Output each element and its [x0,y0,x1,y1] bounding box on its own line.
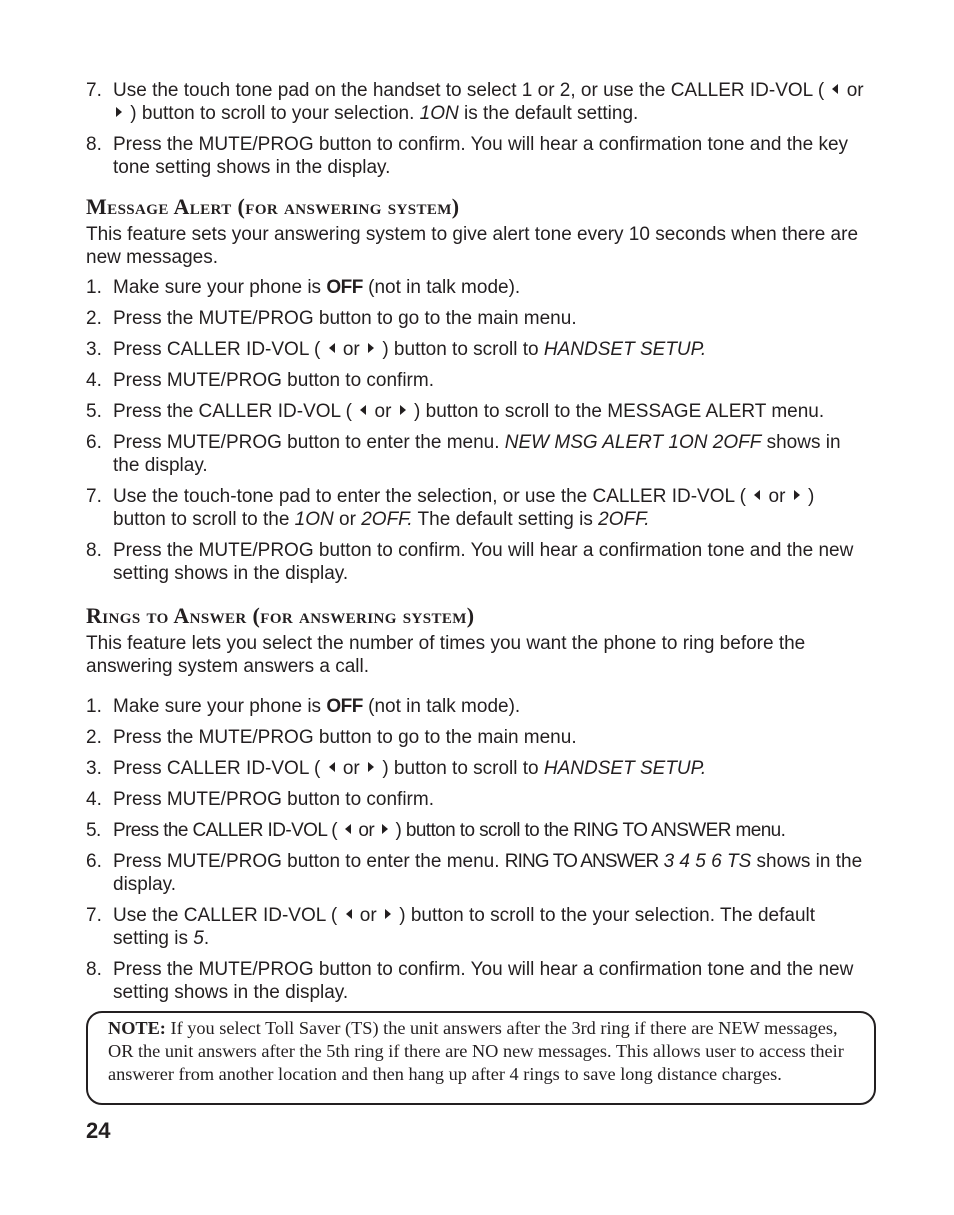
right-triangle-icon [368,343,374,353]
list-item: 4. Press MUTE/PROG button to confirm. [86,789,434,810]
left-triangle-icon [329,343,335,353]
list-item: 8. Press the MUTE/PROG button to confirm. You will hear a confirmation tone and the new setting shows in the display. [86,959,854,1003]
list-item: 3. Press CALLER ID-VOL ( or ) button to scroll to HANDSET SETUP. [86,758,707,779]
section-intro: This feature lets you select the number of times you want the phone to ring before the answering system answers a call. [86,633,806,677]
list-item: 7. Use the touch-tone pad to enter the selection, or use the CALLER ID-VOL ( or ) button to scroll to the 1ON or 2OFF. The default setting is 2OFF. [86,486,815,530]
list-item: 6. Press MUTE/PROG button to enter the menu. NEW MSG ALERT 1ON 2OFF shows in the display. [86,432,841,476]
list-item: 8. Press the MUTE/PROG button to confirm. You will hear a confirmation tone and the new setting shows in the display. [86,540,854,584]
list-item: 5. Press the CALLER ID-VOL ( or ) button to scroll to the RING TO ANSWER menu. [86,820,786,841]
list-item: 7. Use the CALLER ID-VOL ( or ) button to scroll to the your selection. The default setting is 5. [86,905,816,949]
page-number: 24 [86,1118,111,1143]
rings-to-answer-steps [86,695,866,1004]
list-item: 3. Press CALLER ID-VOL ( or ) button to scroll to HANDSET SETUP. [86,339,707,360]
list-item: 2. Press the MUTE/PROG button to go to the main menu. [86,727,577,748]
right-triangle-icon [385,909,391,919]
note-label: NOTE: [108,1018,166,1038]
list-item: 1. Make sure your phone is OFF (not in talk mode). [86,696,521,717]
left-triangle-icon [832,84,838,94]
continued-steps [86,79,866,179]
left-triangle-icon [754,490,760,500]
list-item: 5. Press the CALLER ID-VOL ( or ) button to scroll to the MESSAGE ALERT menu. [86,401,825,422]
left-triangle-icon [345,824,351,834]
list-item: 7. Use the touch tone pad on the handset to select 1 or 2, or use the CALLER ID-VOL ( or ) button to scroll to your selection. 1ON is the default setting. [86,80,864,124]
list-item: 6. Press MUTE/PROG button to enter the menu. RING TO ANSWER 3 4 5 6 TS shows in the display. [86,851,863,895]
section-intro: This feature sets your answering system to give alert tone every 10 seconds when there are new messages. [86,224,859,268]
right-triangle-icon [368,762,374,772]
left-triangle-icon [329,762,335,772]
section-heading-rings-to-answer: Rings to Answer (for answering system) [86,603,475,628]
list-item: 1. Make sure your phone is OFF (not in talk mode). [86,277,521,298]
note-box [86,1011,876,1105]
message-alert-steps [86,276,866,585]
right-triangle-icon [400,405,406,415]
section-heading-message-alert: Message Alert (for answering system) [86,194,460,219]
note-text: If you select Toll Saver (TS) the unit answers after the 3rd ring if there are NEW messages, OR the unit answers after the 5th ring if there are NO new messages. This allows user to access their answerer from another location and then hang up after 4 rings to save long distance charges. [108,1018,844,1084]
left-triangle-icon [360,405,366,415]
right-triangle-icon [382,824,388,834]
right-triangle-icon [794,490,800,500]
list-item: 8. Press the MUTE/PROG button to confirm. You will hear a confirmation tone and the key tone setting shows in the display. [86,134,849,178]
list-item: 4. Press MUTE/PROG button to confirm. [86,370,434,391]
right-triangle-icon [116,107,122,117]
list-item: 2. Press the MUTE/PROG button to go to the main menu. [86,308,577,329]
left-triangle-icon [346,909,352,919]
